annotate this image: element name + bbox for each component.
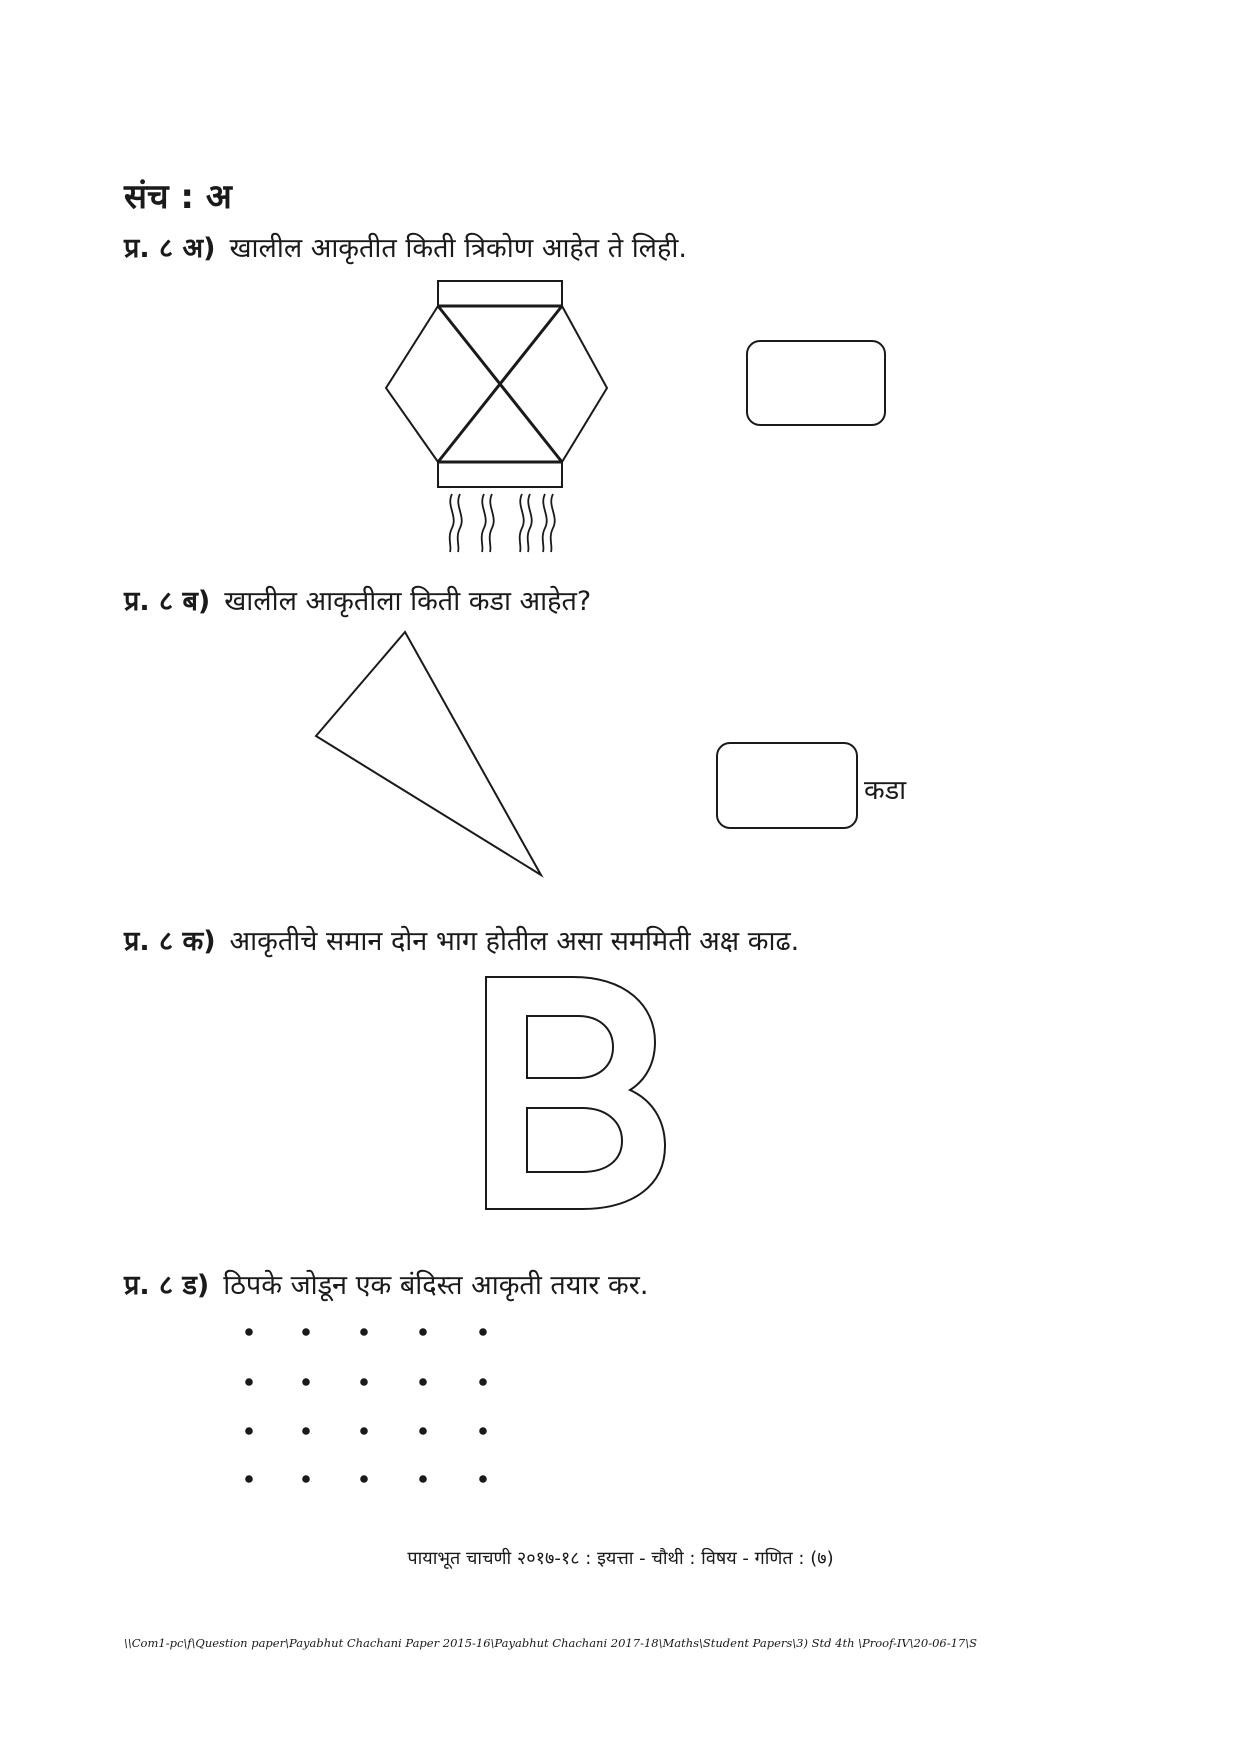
grid-dot (419, 1328, 427, 1336)
grid-dot (245, 1378, 253, 1386)
grid-dot (302, 1475, 310, 1483)
question-text: आकृतीचे समान दोन भाग होतील असा सममिती अक्ष काढ. (229, 926, 800, 957)
grid-dot (245, 1328, 253, 1336)
lantern-hexagon (386, 306, 607, 462)
question-number: प्र. ८ ब) (124, 586, 211, 617)
question-text: खालील आकृतीत किती त्रिकोण आहेत ते लिही. (229, 233, 687, 264)
grid-dot (419, 1475, 427, 1483)
grid-dot (479, 1378, 487, 1386)
grid-dot (360, 1328, 368, 1336)
grid-dot (245, 1475, 253, 1483)
question-number: प्र. ८ क) (124, 926, 216, 957)
grid-dot (479, 1328, 487, 1336)
answer-box-8a[interactable] (747, 341, 885, 425)
grid-dot (302, 1328, 310, 1336)
grid-dot (360, 1427, 368, 1435)
grid-dot (479, 1427, 487, 1435)
question-number: प्र. ८ ड) (124, 1270, 210, 1301)
answer-box-8b[interactable] (717, 743, 857, 828)
grid-dot (245, 1427, 253, 1435)
grid-dot (419, 1378, 427, 1386)
grid-dot (302, 1378, 310, 1386)
grid-dot (302, 1427, 310, 1435)
dot-grid[interactable] (245, 1328, 487, 1483)
lantern-bottom-band (438, 462, 562, 487)
answer-unit-label: कडा (864, 775, 907, 806)
file-path-text: \\Com1-pc\f\Question paper\Payabhut Chachani Paper 2015-16\Payabhut Chachani 2017-18\Maths\Student Papers\3) Std 4th \Proof-IV\20-06-17\S (124, 1636, 977, 1650)
set-title: संच : अ (124, 177, 232, 217)
grid-dot (419, 1427, 427, 1435)
triangle-figure (316, 632, 541, 875)
lantern-top-band (438, 281, 562, 306)
question-text: ठिपके जोडून एक बंदिस्त आकृती तयार कर. (223, 1270, 649, 1301)
grid-dot (360, 1475, 368, 1483)
question-number: प्र. ८ अ) (124, 233, 216, 264)
grid-dot (360, 1378, 368, 1386)
letter-b-figure (486, 977, 665, 1209)
lantern-figure (386, 281, 607, 552)
lantern-tassels (450, 494, 555, 552)
question-text: खालील आकृतीला किती कडा आहेत? (224, 586, 592, 617)
grid-dot (479, 1475, 487, 1483)
page-footer: पायाभूत चाचणी २०१७-१८ : इयत्ता - चौथी : विषय - गणित : (७) (407, 1548, 834, 1569)
